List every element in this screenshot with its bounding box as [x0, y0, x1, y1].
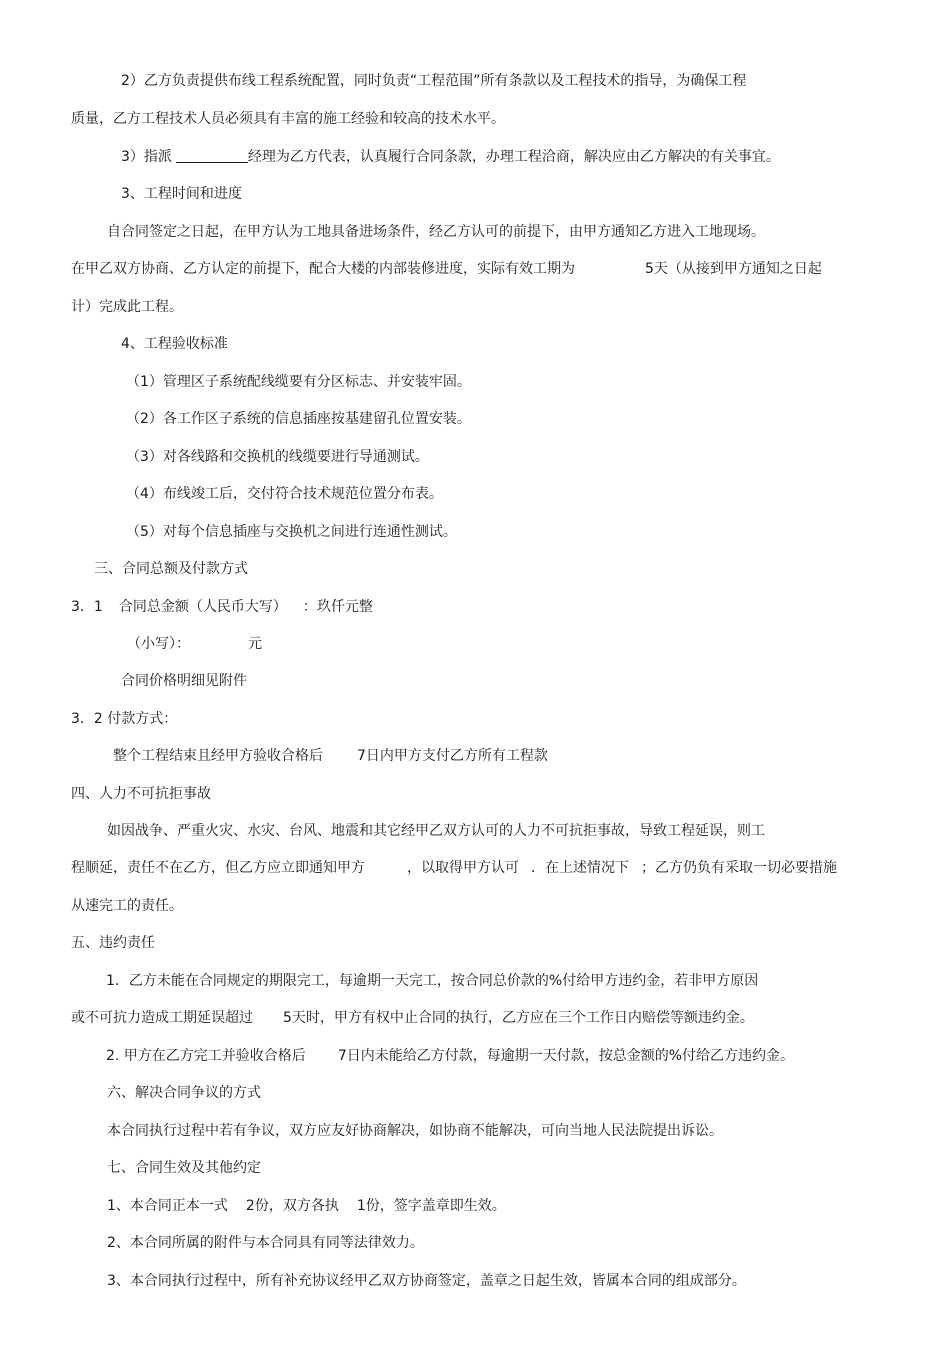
clause-text: 1份，签字盖章即生效。	[356, 1198, 506, 1214]
clause-text: 7日内未能给乙方付款，每逾期一天付款，按总金额的%付给乙方违约金。	[337, 1048, 795, 1064]
currency-unit: 元	[248, 636, 262, 652]
clause-line	[113, 746, 548, 766]
clause-text: 2份，双方各执	[245, 1198, 339, 1214]
clause-text: ；乙方仍负有采取一切必要措施	[641, 860, 837, 876]
clause-line	[71, 597, 373, 617]
clause-text: 2. 甲方在乙方完工并验收合格后	[106, 1048, 306, 1064]
clause-text: ．在上述情况下	[531, 860, 629, 876]
list-item: （2）各工作区子系统的信息插座按基建留孔位置安装。	[126, 411, 471, 427]
clause-line: 2）乙方负责提供布线工程系统配置，同时负责“工程范围”所有条款以及工程技术的指导，为确保工程	[121, 73, 747, 89]
chapter-heading: 四、人力不可抗拒事故	[71, 786, 211, 802]
clause-number: 3．1	[71, 599, 103, 615]
clause-text: 程顺延，责任不在乙方，但乙方应立即通知甲方	[71, 860, 365, 876]
clause-text: 在甲乙双方协商、乙方认定的前提下，配合大楼的内部装修进度，实际有效工期为	[71, 261, 575, 277]
clause-line: 合同价格明细见附件	[121, 673, 247, 689]
clause-line: 3．2 付款方式：	[71, 711, 178, 727]
clause-text: 合同总金额（人民币大写）	[118, 599, 287, 615]
clause-line: 自合同签定之日起，在甲方认为工地具备进场条件，经乙方认可的前提下，由甲方通知乙方进入工地现场。	[107, 224, 765, 240]
section-heading: 4、工程验收标准	[121, 336, 228, 352]
chapter-heading: 七、合同生效及其他约定	[107, 1160, 261, 1176]
chapter-heading: 六、解决合同争议的方式	[107, 1085, 261, 1101]
clause-line: 计）完成此工程。	[71, 299, 183, 315]
clause-text: 5天时，甲方有权中止合同的执行，乙方应在三个工作日内赔偿等额违约金。	[283, 1010, 754, 1026]
list-item: （1）管理区子系统配线缆要有分区标志、并安装牢固。	[126, 374, 471, 390]
clause-text: ，以取得甲方认可	[407, 860, 519, 876]
clause-text: 7日内甲方支付乙方所有工程款	[357, 748, 548, 764]
clause-text: 3）指派	[121, 149, 172, 165]
list-item: （3）对各线路和交换机的线缆要进行导通测试。	[126, 449, 429, 465]
clause-line: 2、本合同所属的附件与本合同具有同等法律效力。	[107, 1235, 424, 1251]
list-item: （4）布线竣工后，交付符合技术规范位置分布表。	[126, 486, 443, 502]
chapter-heading: 三、合同总额及付款方式	[94, 561, 248, 577]
clause-text: 整个工程结束且经甲方验收合格后	[113, 748, 323, 764]
clause-line: 从速完工的责任。	[71, 898, 183, 914]
clause-line	[127, 634, 262, 654]
clause-text: （小写）：	[127, 636, 190, 652]
clause-text: 5天（从接到甲方通知之日起	[645, 261, 822, 277]
clause-text: 1、本合同正本一式	[107, 1198, 228, 1214]
clause-line: 1．乙方未能在合同规定的期限完工，每逾期一天完工，按合同总价款的%付给甲方违约金，若非甲方原因	[106, 973, 759, 989]
clause-line: 3、本合同执行过程中，所有补充协议经甲乙双方协商签定，盖章之日起生效，皆属本合同的组成部分。	[107, 1273, 746, 1289]
list-item: （5）对每个信息插座与交换机之间进行连通性测试。	[126, 524, 457, 540]
clause-line	[71, 858, 837, 878]
clause-text: 或不可抗力造成工期延误超过	[71, 1010, 253, 1026]
amount-in-words: ：玖仟元整	[302, 599, 373, 615]
fill-in-blank	[176, 148, 248, 163]
clause-line: 如因战争、严重火灾、水灾、台风、地震和其它经甲乙双方认可的人力不可抗拒事故，导致工程延误，则工	[107, 823, 765, 839]
clause-text: 经理为乙方代表，认真履行合同条款，办理工程洽商，解决应由乙方解决的有关事宜。	[247, 149, 780, 165]
clause-line	[71, 259, 822, 279]
clause-line: 本合同执行过程中若有争议，双方应友好协商解决，如协商不能解决，可向当地人民法院提出诉讼。	[107, 1123, 723, 1139]
clause-line	[106, 1046, 794, 1066]
clause-line	[121, 147, 780, 167]
clause-line: 质量，乙方工程技术人员必须具有丰富的施工经验和较高的技术水平。	[71, 111, 505, 127]
clause-line	[71, 1008, 754, 1028]
section-heading: 3、工程时间和进度	[121, 186, 242, 202]
clause-line	[107, 1196, 506, 1216]
chapter-heading: 五、违约责任	[71, 935, 155, 951]
